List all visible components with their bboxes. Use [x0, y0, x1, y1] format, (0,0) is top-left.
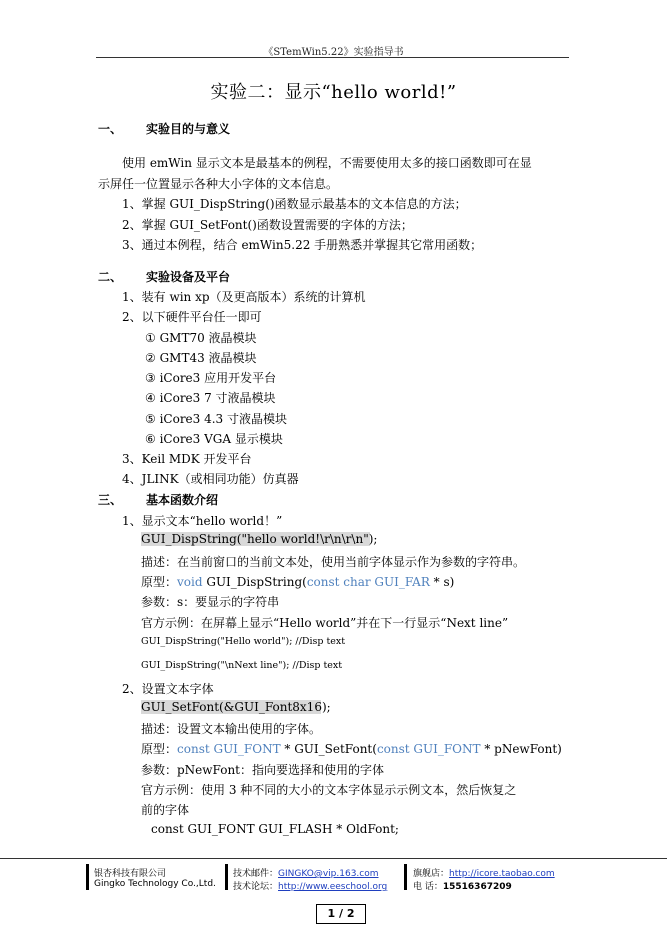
example-code: GUI_DispString("\nNext line"); //Disp text	[141, 660, 343, 671]
function-heading: 2、设置文本字体	[122, 682, 214, 696]
code-snippet: GUI_SetFont(&GUI_Font8x16);	[141, 700, 331, 714]
keyword: const char GUI_FAR	[306, 575, 430, 589]
footer-divider	[225, 864, 228, 890]
example-code: GUI_DispString("Hello world"); //Disp text	[141, 636, 346, 647]
keyword: const GUI_FONT	[177, 742, 281, 756]
official-example: 官方示例：使用 3 种不同的大小的文本字体显示示例文本，然后恢复之	[141, 783, 517, 797]
phone-label: 电 话：	[413, 882, 443, 892]
list-item: ② GMT43 液晶模块	[145, 351, 257, 365]
list-item: ③ iCore3 应用开发平台	[145, 371, 277, 385]
shop-link[interactable]: http://icore.taobao.com	[449, 869, 555, 879]
forum-row	[233, 879, 387, 892]
function-name: GUI_DispString(	[202, 575, 307, 589]
list-item: 1、装有 win xp（及更高版本）系统的计算机	[122, 290, 366, 304]
section-number: 一、	[98, 122, 123, 136]
list-item: ⑤ iCore3 4.3 寸液晶模块	[145, 412, 288, 426]
page-number: 1 / 2	[316, 904, 366, 924]
section-title: 基本函数介绍	[146, 493, 219, 507]
list-item: 2、掌握 GUI_SetFont()函数设置需要的字体的方法；	[122, 218, 413, 232]
phone-number: 15516367209	[442, 882, 512, 892]
function-prototype	[141, 740, 562, 757]
list-item: 4、JLINK（或相同功能）仿真器	[122, 472, 299, 486]
code-snippet: GUI_DispString("hello world!\r\n\r\n");	[141, 532, 378, 546]
list-item: 1、掌握 GUI_DispString()函数显示最基本的文本信息的方法；	[122, 197, 467, 211]
function-heading: 1、显示文本“hello world！”	[122, 514, 283, 528]
email-row	[233, 866, 379, 879]
function-description: 描述：在当前窗口的当前文本处，使用当前字体显示作为参数的字符串。	[141, 555, 526, 569]
official-example: 前的字体	[141, 803, 190, 817]
section-heading-2	[98, 268, 230, 285]
list-item: ④ iCore3 7 寸液晶模块	[145, 391, 276, 405]
section-number: 二、	[98, 270, 123, 284]
shop-row	[413, 866, 555, 879]
list-item: ① GMT70 液晶模块	[145, 331, 257, 345]
document-title: 实验二：显示“hello world!”	[210, 82, 457, 103]
paragraph-line: 使用 emWin 显示文本是最基本的例程，不需要使用太多的接口函数即可在显	[122, 156, 532, 170]
header-rule	[96, 57, 569, 58]
prototype-label: 原型：	[141, 742, 178, 756]
official-example: 官方示例：在屏幕上显示“Hello world”并在下一行显示“Next line”	[141, 616, 509, 630]
prototype-label: 原型：	[141, 575, 178, 589]
section-title: 实验设备及平台	[146, 270, 231, 284]
shop-label: 旗舰店：	[413, 869, 450, 879]
section-title: 实验目的与意义	[146, 122, 231, 136]
forum-link[interactable]: http://www.eeschool.org	[278, 882, 388, 892]
list-item: 2、以下硬件平台任一即可	[122, 310, 262, 324]
section-number: 三、	[98, 493, 123, 507]
company-name-cn: 银杏科技有限公司	[94, 869, 167, 879]
function-parameter: 参数：s：要显示的字符串	[141, 595, 280, 609]
email-label: 技术邮件：	[233, 869, 279, 879]
list-item: 3、Keil MDK 开发平台	[122, 452, 252, 466]
email-link[interactable]: GINGKO@vip.163.com	[278, 869, 379, 879]
function-name: * GUI_SetFont(	[280, 742, 377, 756]
keyword: const GUI_FONT	[376, 742, 481, 756]
list-item: ⑥ iCore3 VGA 显示模块	[145, 432, 283, 446]
example-code: const GUI_FONT GUI_FLASH * OldFont;	[151, 822, 399, 836]
footer-rule	[0, 858, 667, 859]
paragraph-line: 示屏任一位置显示各种大小字体的文本信息。	[98, 177, 339, 191]
prototype-tail: * pNewFont)	[480, 742, 562, 756]
header-title: 《STemWin5.22》实验指导书	[263, 47, 404, 58]
forum-label: 技术论坛：	[233, 882, 279, 892]
function-parameter: 参数：pNewFont：指向要选择和使用的字体	[141, 763, 385, 777]
section-heading-3	[98, 491, 218, 508]
section-heading-1	[98, 120, 230, 137]
footer-divider	[86, 864, 89, 890]
function-description: 描述：设置文本输出使用的字体。	[141, 722, 322, 736]
list-item: 3、通过本例程，结合 emWin5.22 手册熟悉并掌握其它常用函数；	[122, 238, 483, 252]
prototype-tail: * s)	[429, 575, 455, 589]
company-name-en: Gingko Technology Co.,Ltd.	[94, 879, 216, 889]
phone-row	[413, 879, 512, 892]
keyword: void	[177, 575, 203, 589]
function-prototype	[141, 573, 454, 590]
footer-divider	[404, 864, 407, 890]
